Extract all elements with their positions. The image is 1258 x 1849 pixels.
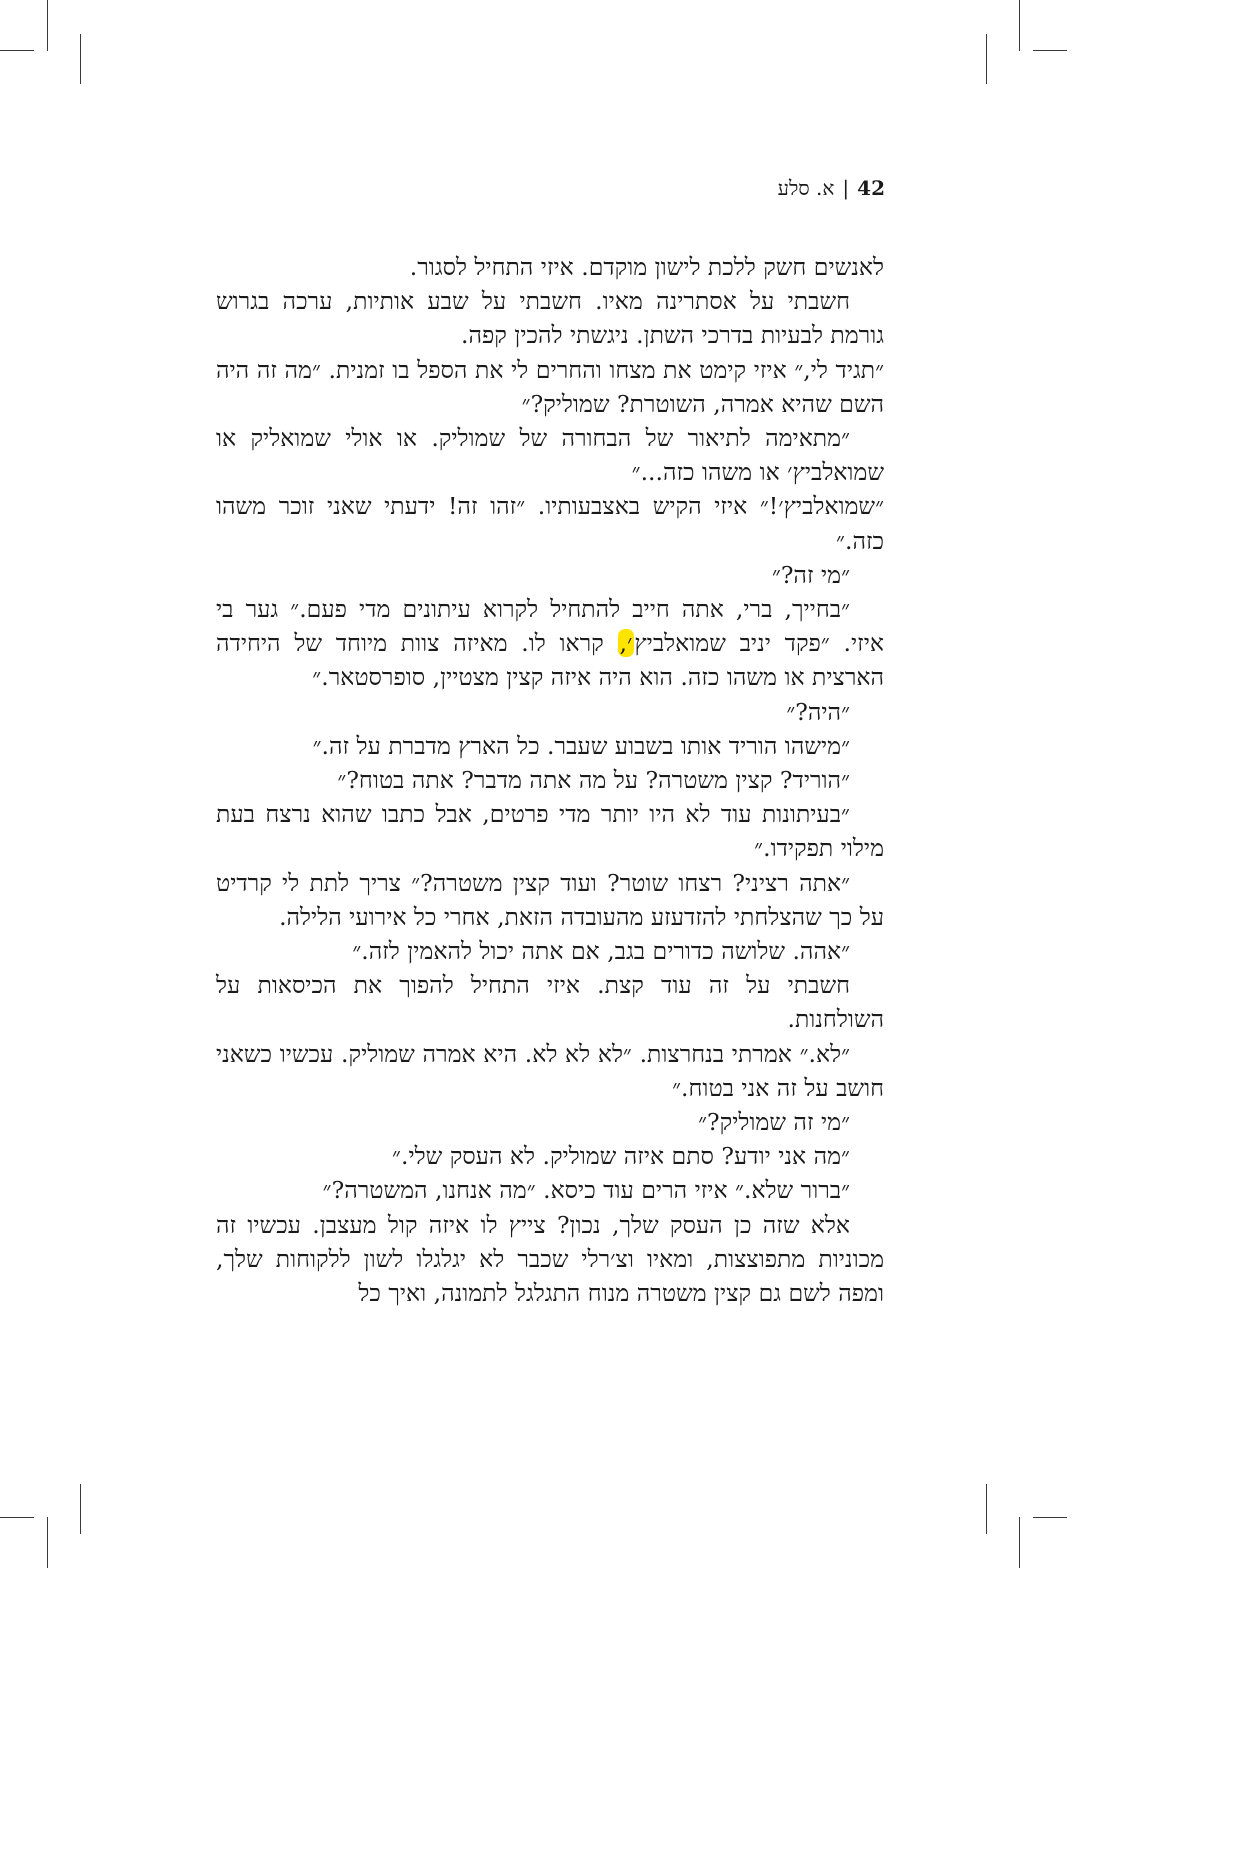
body-text	[216, 250, 884, 1310]
paragraph: ״תגיד לי,״ איזי קימט את מצחו והחרים לי את הספל בו זמנית. ״מה זה היה השם שהיא אמרה, השוטרת? שמוליק?״	[216, 355, 884, 418]
crop-mark-top-right-horizontal	[1033, 50, 1067, 51]
crop-mark-bottom-right-vertical	[1019, 1517, 1020, 1568]
paragraph: לאנשים חשק ללכת לישון מוקדם. איזי התחיל לסגור.	[409, 253, 884, 281]
paragraph: ״הוריד? קצין משטרה? על מה אתה מדבר? אתה בטוח?״	[337, 766, 850, 795]
paragraph: ״לא.״ אמרתי בנחרצות. ״לא לא לא. היא אמרה שמוליק. עכשיו כשאני חושב על זה אני בטוח.״	[216, 1039, 884, 1102]
paragraph: ״ברור שלא.״ איזי הרים עוד כיסא. ״מה אנחנו, המשטרה?״	[322, 1176, 850, 1205]
crop-mark-top-left-inner	[80, 34, 81, 84]
running-header	[778, 176, 885, 201]
crop-mark-top-right-vertical	[1019, 0, 1020, 51]
paragraph-part: ״בחייך, ברי, אתה חייב להתחיל לקרוא עיתונים מדי פעם.״ גער בי איזי. ״פקד יניב שמואלביץ	[216, 595, 884, 658]
paragraph: חשבתי על זה עוד קצת. איזי התחיל להפוך את הכיסאות על השולחנות.	[216, 971, 884, 1034]
paragraph: ״שמואלביץ׳!״ איזי הקיש באצבעותיו. ״זהו זה! ידעתי שאני זוכר משהו כזה.״	[216, 492, 884, 555]
header-separator: |	[842, 176, 850, 200]
page-number: 42	[857, 176, 885, 200]
author-name: א. סלע	[777, 176, 835, 200]
crop-mark-top-left-vertical	[47, 0, 48, 51]
paragraph: אלא שזה כן העסק שלך, נכון? צייץ לו איזה קול מעצבן. עכשיו זה מכוניות מתפוצצות, ומאיו וצ׳רלי שכבר לא יגלגלו לשון ללקוחות שלך, ומפה לשם גם קצין משטרה מנוח התגלגל לתמונה, ואיך כל	[216, 1210, 884, 1308]
crop-mark-bottom-left-inner	[80, 1484, 81, 1534]
crop-mark-top-left-horizontal	[0, 50, 34, 51]
paragraph: ״אתה רציני? רצחו שוטר? ועוד קצין משטרה?״ צריך לתת לי קרדיט על כך שהצלחתי להזדעזע מהעובדה הזאת, אחרי כל אירועי הלילה.	[216, 868, 884, 931]
paragraph: ״מישהו הוריד אותו בשבוע שעבר. כל הארץ מדברת על זה.״	[312, 731, 850, 760]
crop-mark-bottom-right-inner	[986, 1484, 987, 1534]
paragraph: ״אהה. שלושה כדורים בגב, אם אתה יכול להאמין לזה.״	[352, 937, 850, 966]
paragraph: ״היה?״	[786, 697, 850, 726]
crop-mark-bottom-left-vertical	[47, 1517, 48, 1568]
paragraph: חשבתי על אסתרינה מאיו. חשבתי על שבע אותיות, ערכה בגרוש גורמת לבעיות בדרכי השתן. ניגשתי להכין קפה.	[216, 287, 884, 350]
crop-mark-bottom-left-horizontal	[0, 1517, 34, 1518]
crop-mark-top-right-inner	[986, 34, 987, 84]
crop-mark-bottom-right-horizontal	[1033, 1517, 1067, 1518]
paragraph: ״בעיתונות עוד לא היו יותר מדי פרטים, אבל כתבו שהוא נרצח בעת מילוי תפקידו.״	[216, 800, 884, 863]
highlight-mark: ׳,	[619, 629, 633, 658]
paragraph: ״מתאימה לתיאור של הבחורה של שמוליק. או אולי שמואליק או שמואלביץ׳ או משהו כזה...״	[216, 424, 884, 487]
paragraph: ״מה אני יודע? סתם איזה שמוליק. לא העסק שלי.״	[392, 1142, 850, 1171]
paragraph: ״מי זה שמוליק?״	[698, 1108, 850, 1137]
paragraph-with-highlight	[216, 592, 884, 695]
paragraph: ״מי זה?״	[771, 560, 850, 589]
paragraph-part: קראו לו. מאיזה צוות מיוחד של היחידה הארצית או משהו כזה. הוא היה איזה קצין מצטיין, סופרסטאר.״	[216, 629, 884, 692]
